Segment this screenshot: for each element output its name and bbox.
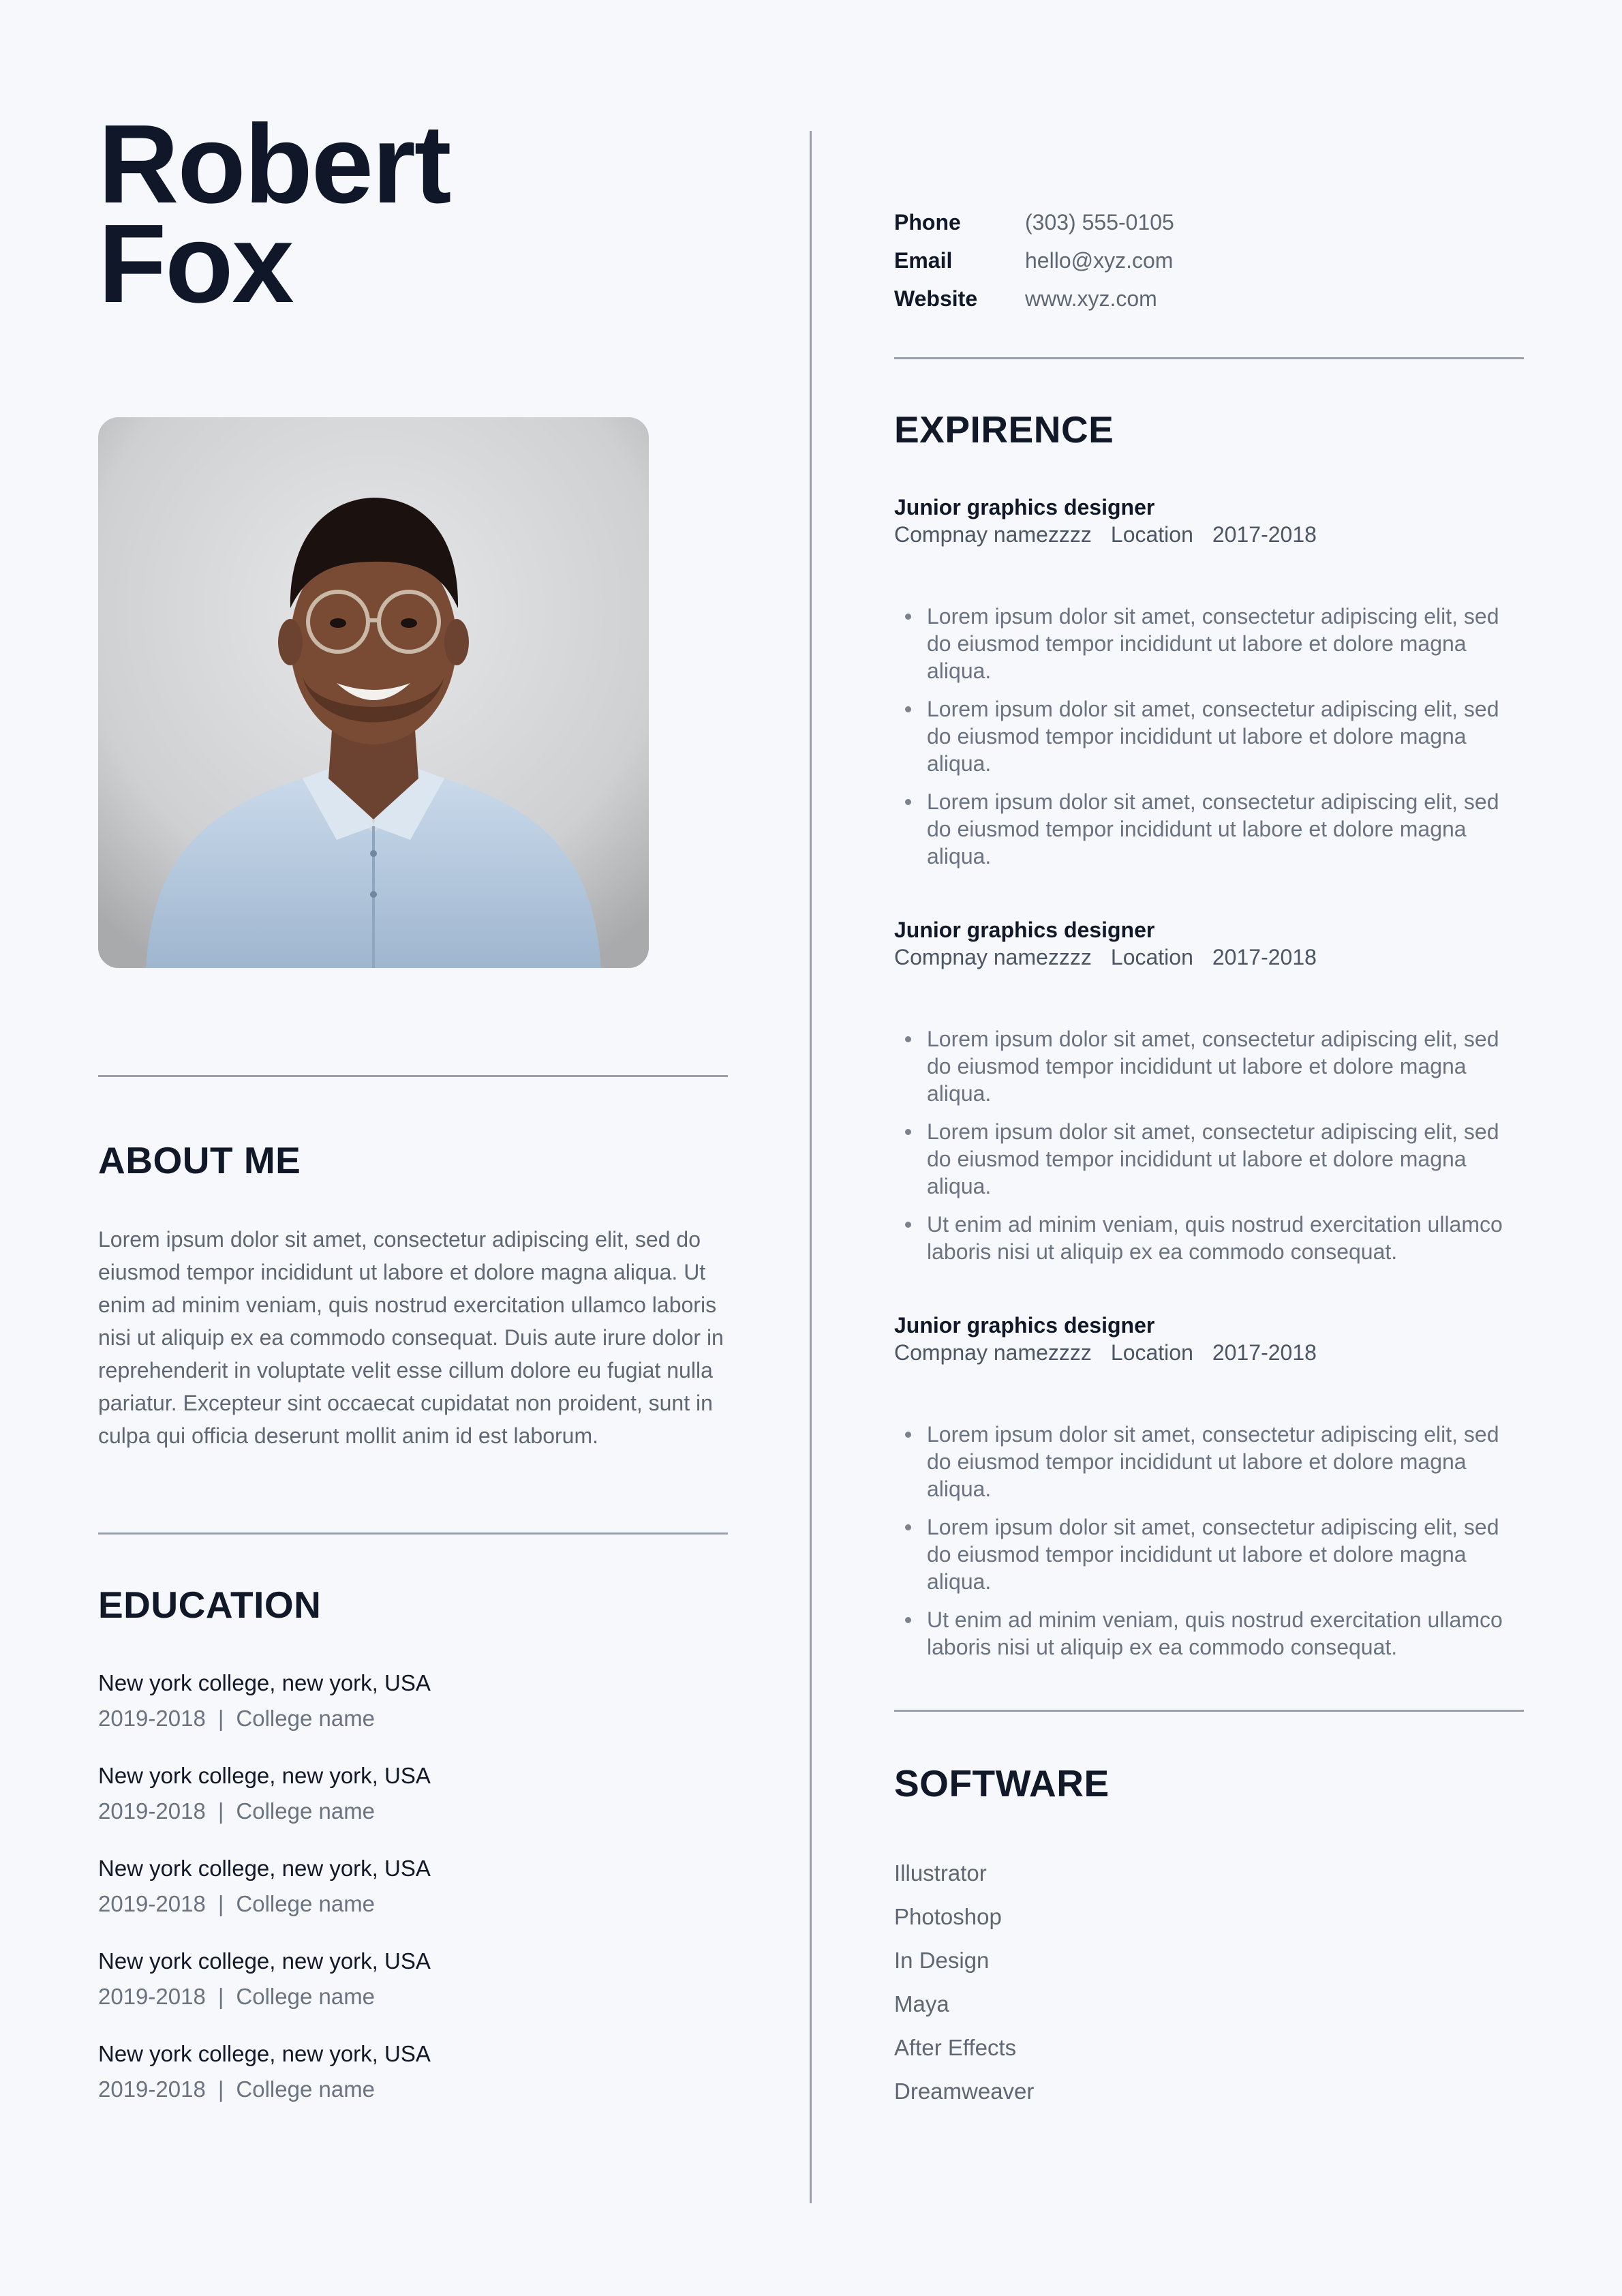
first-name: Robert [98, 102, 450, 226]
job-location: Location [1110, 945, 1193, 969]
education-separator: | [217, 1706, 224, 1731]
job-bullet: Ut enim ad minim veniam, quis nostrud exercitation ullamco laboris nisi ut aliquip ex ea commodo consequat. [894, 1211, 1524, 1265]
job-meta [894, 943, 1524, 971]
software-list [894, 1852, 1034, 2113]
education-school: New york college, new york, USA [98, 1948, 431, 1974]
job-bullet: Lorem ipsum dolor sit amet, consectetur adipiscing elit, sed do eiusmod tempor incididunt ut labore et dolore magna aliqua. [894, 1025, 1524, 1107]
education-item [98, 1851, 728, 1944]
education-years: 2019-2018 [98, 1798, 206, 1824]
job-bullet: Lorem ipsum dolor sit amet, consectetur adipiscing elit, sed do eiusmod tempor incididunt ut labore et dolore magna aliqua. [894, 1421, 1524, 1502]
job-bullet: Lorem ipsum dolor sit amet, consectetur adipiscing elit, sed do eiusmod tempor incididunt ut labore et dolore magna aliqua. [894, 695, 1524, 777]
education-meta [98, 1794, 728, 1829]
education-college: College name [236, 1798, 376, 1824]
contact-phone [894, 203, 1524, 241]
education-school: New york college, new york, USA [98, 1763, 431, 1788]
divider [894, 1710, 1524, 1712]
job-years: 2017-2018 [1212, 945, 1317, 969]
education-college: College name [236, 1984, 376, 2009]
education-item [98, 2036, 728, 2129]
last-name: Fox [98, 201, 293, 326]
contact-phone-value[interactable]: (303) 555-0105 [1025, 210, 1174, 235]
contact-website-label: Website [894, 286, 978, 311]
job-bullet: Lorem ipsum dolor sit amet, consectetur adipiscing elit, sed do eiusmod tempor incididunt ut labore et dolore magna aliqua. [894, 603, 1524, 684]
job-bullet: Lorem ipsum dolor sit amet, consectetur adipiscing elit, sed do eiusmod tempor incididunt ut labore et dolore magna aliqua. [894, 1118, 1524, 1200]
education-meta [98, 1701, 728, 1736]
education-years: 2019-2018 [98, 1706, 206, 1731]
candidate-name [98, 102, 450, 326]
education-years: 2019-2018 [98, 1891, 206, 1916]
job-title: Junior graphics designer [894, 495, 1155, 519]
software-item: After Effects [894, 2035, 1017, 2060]
education-school: New york college, new york, USA [98, 2041, 431, 2066]
education-years: 2019-2018 [98, 1984, 206, 2009]
education-years: 2019-2018 [98, 2076, 206, 2102]
education-school: New york college, new york, USA [98, 1856, 431, 1881]
job-meta [894, 521, 1524, 548]
software-item: Maya [894, 1991, 949, 2016]
software-item: Dreamweaver [894, 2079, 1035, 2104]
experience-job [894, 494, 1524, 868]
job-years: 2017-2018 [1212, 522, 1317, 547]
software-item: Illustrator [894, 1860, 987, 1886]
job-company: Compnay namezzzz [894, 1340, 1092, 1365]
profile-photo [98, 417, 649, 968]
education-item [98, 1665, 728, 1758]
software-item: Photoshop [894, 1904, 1002, 1929]
job-bullets [894, 603, 1524, 881]
education-college: College name [236, 1891, 376, 1916]
education-separator: | [217, 1798, 224, 1824]
education-separator: | [217, 1984, 224, 2009]
education-item [98, 1944, 728, 2036]
divider [894, 357, 1524, 359]
education-school: New york college, new york, USA [98, 1670, 431, 1695]
education-list [98, 1665, 728, 2129]
contact-website-value[interactable]: www.xyz.com [1025, 286, 1157, 311]
education-title: EDUCATION [98, 1584, 322, 1626]
education-separator: | [217, 2076, 224, 2102]
education-college: College name [236, 2076, 376, 2102]
software-title: SOFTWARE [894, 1762, 1110, 1804]
software-item: In Design [894, 1948, 990, 1973]
job-company: Compnay namezzzz [894, 522, 1092, 547]
column-divider [810, 131, 812, 2203]
contact-website [894, 280, 1524, 318]
about-text: Lorem ipsum dolor sit amet, consectetur adipiscing elit, sed do eiusmod tempor incididunt ut labore et dolore magna aliqua. Ut enim ad minim veniam, quis nostrud exercitation ullamco laboris nisi ut aliquip ex ea commodo consequat. Duis aute irure dolor in reprehenderit in voluptate velit esse cillum dolore eu fugiat nulla pariatur. Excepteur sint occaecat cupidatat non proident, sunt in culpa qui officia deserunt mollit anim id est laborum. [98, 1227, 724, 1448]
education-item [98, 1758, 728, 1851]
education-college: College name [236, 1706, 376, 1731]
experience-job [894, 1312, 1524, 1659]
education-separator: | [217, 1891, 224, 1916]
about-title: ABOUT ME [98, 1139, 301, 1181]
divider [98, 1532, 728, 1535]
job-title: Junior graphics designer [894, 918, 1155, 942]
experience-title: EXPIRENCE [894, 408, 1114, 451]
education-meta [98, 2072, 728, 2107]
job-location: Location [1110, 522, 1193, 547]
contact-block [894, 203, 1524, 318]
job-bullets [894, 1025, 1524, 1276]
divider [98, 1075, 728, 1077]
contact-email-value[interactable]: hello@xyz.com [1025, 248, 1174, 273]
job-years: 2017-2018 [1212, 1340, 1317, 1365]
education-meta [98, 1886, 728, 1922]
job-company: Compnay namezzzz [894, 945, 1092, 969]
contact-email-label: Email [894, 248, 953, 273]
job-bullet: Ut enim ad minim veniam, quis nostrud exercitation ullamco laboris nisi ut aliquip ex ea commodo consequat. [894, 1606, 1524, 1661]
education-meta [98, 1979, 728, 2014]
job-bullet: Lorem ipsum dolor sit amet, consectetur adipiscing elit, sed do eiusmod tempor incididunt ut labore et dolore magna aliqua. [894, 1513, 1524, 1595]
job-title: Junior graphics designer [894, 1313, 1155, 1338]
contact-email [894, 241, 1524, 280]
job-location: Location [1110, 1340, 1193, 1365]
job-meta [894, 1339, 1524, 1366]
job-bullet: Lorem ipsum dolor sit amet, consectetur adipiscing elit, sed do eiusmod tempor incididunt ut labore et dolore magna aliqua. [894, 788, 1524, 870]
contact-phone-label: Phone [894, 210, 961, 235]
job-bullets [894, 1421, 1524, 1672]
experience-job [894, 916, 1524, 1264]
